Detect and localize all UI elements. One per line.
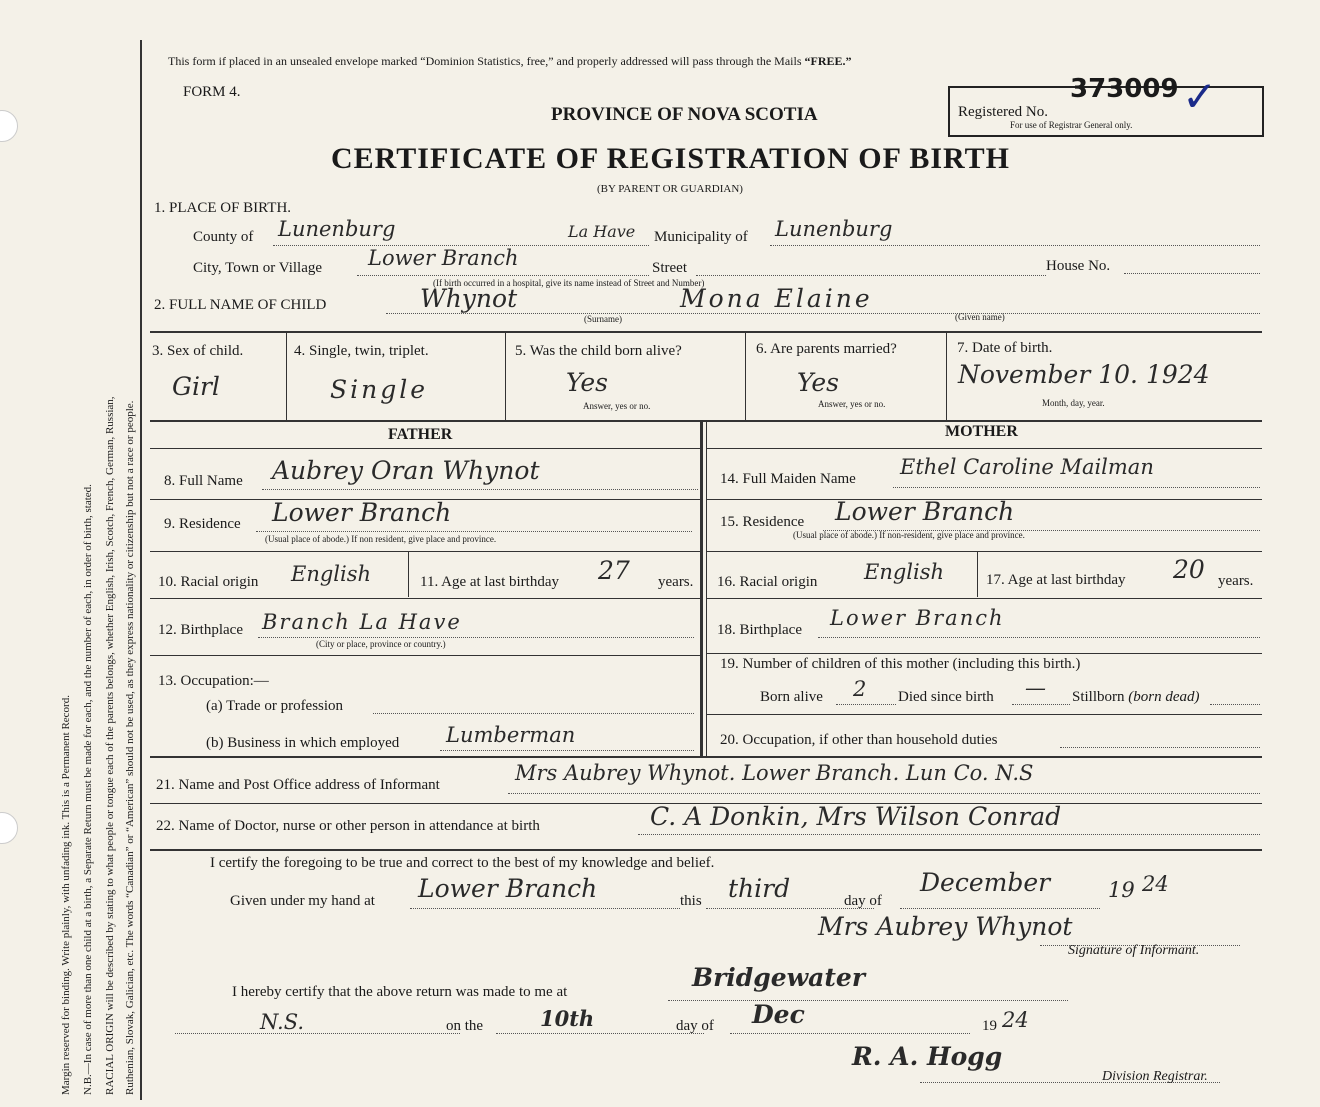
house-label: House No. <box>1046 258 1111 274</box>
mother-occ-label: 20. Occupation, if other than household duties <box>720 732 998 748</box>
province-heading: PROVINCE OF NOVA SCOTIA <box>551 104 818 125</box>
given-place-value: Lower Branch <box>418 874 598 903</box>
father-trade-label: (a) Trade or profession <box>206 698 344 714</box>
died-since-birth-label: Died since birth <box>898 689 994 705</box>
page-title: CERTIFICATE OF REGISTRATION OF BIRTH <box>331 142 1010 175</box>
mother-res-note: (Usual place of abode.) If non-resident, give place and province. <box>793 530 1025 540</box>
registrar-province-value: N.S. <box>260 1010 305 1034</box>
grid-col-rule-3 <box>745 331 746 420</box>
attendant-label: 22. Name of Doctor, nurse or other person in attendance at birth <box>156 818 540 834</box>
stillborn-note: (born dead) <box>1128 689 1200 705</box>
certify-text: I certify the foregoing to be true and correct to the best of my knowledge and belief. <box>210 855 715 871</box>
registrar-day-value: 10th <box>540 1006 595 1031</box>
grid-col-rule-2 <box>505 331 506 420</box>
given-under-hand-label: Given under my hand at <box>230 893 375 909</box>
father-race-divider <box>408 552 409 597</box>
father-name-underline <box>262 489 698 490</box>
given-note: (Given name) <box>955 312 1005 322</box>
given-place-underline <box>410 908 680 909</box>
father-bp-note: (City or place, province or country.) <box>316 639 446 649</box>
married-note: Answer, yes or no. <box>818 399 886 409</box>
registrar-day-underline <box>496 1033 704 1034</box>
father-res-underline <box>256 531 692 532</box>
father-bp-underline <box>258 637 694 638</box>
street-label: Street <box>652 260 687 276</box>
mother-name-underline <box>893 487 1260 488</box>
registrar-year-value: 24 <box>1002 1008 1029 1032</box>
born-alive-label: 5. Was the child born alive? <box>515 343 682 359</box>
registrar-month-value: Dec <box>752 1000 805 1029</box>
mother-row-rule-6 <box>707 714 1262 715</box>
dob-label: 7. Date of birth. <box>957 340 1053 356</box>
registrar-place-value: Bridgewater <box>692 963 866 992</box>
father-trade-underline <box>373 713 694 714</box>
mother-bp-label: 18. Birthplace <box>717 622 802 638</box>
father-heading: FATHER <box>388 426 453 443</box>
top-notice-free: “FREE.” <box>804 54 852 68</box>
registered-note: For use of Registrar General only. <box>1010 120 1133 130</box>
parents-bottom-rule <box>150 756 1262 758</box>
form-number: FORM 4. <box>183 84 241 100</box>
signature-label: Signature of Informant. <box>1068 943 1200 958</box>
father-res-value: Lower Branch <box>272 498 452 527</box>
child-surname-value: Whynot <box>420 284 518 313</box>
married-value: Yes <box>797 368 839 397</box>
born-alive-count-underline <box>836 704 896 705</box>
registered-label: Registered No. <box>958 104 1048 120</box>
father-res-label: 9. Residence <box>164 516 241 532</box>
mother-bp-underline <box>818 637 1260 638</box>
mother-row-rule-5 <box>707 653 1262 654</box>
informant-label: 21. Name and Post Office address of Informant <box>156 777 440 793</box>
dob-value: November 10. 1924 <box>958 360 1210 389</box>
father-name-value: Aubrey Oran Whynot <box>272 456 540 485</box>
attendant-rule <box>150 849 1262 851</box>
margin-text-2: N.B.—In case of more than one child at a birth, a Separate Return must be made for each, and the number of each, in order of birth, stated. <box>82 484 94 1095</box>
mother-row-rule-1 <box>707 448 1262 449</box>
stillborn-label <box>1072 689 1200 706</box>
father-business-underline <box>440 750 694 751</box>
margin-text-3: RACIAL ORIGIN will be described by stating to what people or tongue each of the parents belongs, whether English, Irish, Scotch, French, German, Russian, <box>104 396 116 1095</box>
father-row-rule-5 <box>150 655 700 656</box>
father-row-rule-4 <box>150 598 700 599</box>
dob-note: Month, day, year. <box>1042 398 1105 408</box>
registrar-signature: R. A. Hogg <box>852 1042 1003 1071</box>
center-divider <box>700 420 703 756</box>
on-the-label: on the <box>446 1018 484 1034</box>
father-race-value: English <box>291 562 372 586</box>
mother-age-value: 20 <box>1173 555 1205 584</box>
born-alive-count-label: Born alive <box>760 689 823 705</box>
municipality-label: Municipality of <box>654 229 748 245</box>
street-underline <box>696 275 1046 276</box>
mother-row-rule-3 <box>707 551 1262 552</box>
informant-value: Mrs Aubrey Whynot. Lower Branch. Lun Co. N.S <box>515 761 1034 785</box>
municipality-value: Lunenburg <box>775 217 893 241</box>
mother-name-value: Ethel Caroline Mailman <box>900 455 1154 479</box>
month-underline <box>900 908 1100 909</box>
child-given-value: Mona Elaine <box>680 284 873 313</box>
place-of-birth-label: 1. PLACE OF BIRTH. <box>154 200 292 216</box>
father-race-label: 10. Racial origin <box>158 574 259 590</box>
mother-bp-value: Lower Branch <box>830 606 1005 630</box>
stillborn-text: Stillborn <box>1072 689 1125 705</box>
surname-note: (Surname) <box>584 314 622 324</box>
married-label: 6. Are parents married? <box>756 341 897 357</box>
plurality-label: 4. Single, twin, triplet. <box>294 343 429 359</box>
mother-years-label: years. <box>1218 573 1254 589</box>
registered-number: 373009 <box>1070 74 1179 104</box>
father-occ-label: 13. Occupation:— <box>158 673 269 689</box>
hospital-note: (If birth occurred in a hospital, give its name instead of Street and Number) <box>433 278 705 288</box>
month-value: December <box>920 868 1051 897</box>
day-value: third <box>728 874 791 903</box>
top-notice <box>168 54 852 69</box>
municipality-underline <box>770 245 1260 246</box>
informant-signature: Mrs Aubrey Whynot <box>818 912 1073 941</box>
margin-text-4: Ruthenian, Slovak, Galician, etc. The words “Canadian” or “American” should not be used, as they express nationality or citizenship but not a race or people. <box>124 400 136 1095</box>
child-name-label: 2. FULL NAME OF CHILD <box>154 297 327 313</box>
mother-res-label: 15. Residence <box>720 514 805 530</box>
died-since-birth-value: — <box>1025 676 1046 700</box>
stillborn-underline <box>1210 704 1260 705</box>
center-divider-2 <box>706 420 707 756</box>
registrar-certify-label: I hereby certify that the above return was made to me at <box>232 984 568 1000</box>
this-label: this <box>680 893 702 909</box>
registrar-label: Division Registrar. <box>1102 1069 1208 1084</box>
grid-col-rule-1 <box>286 331 287 420</box>
mother-name-label: 14. Full Maiden Name <box>720 471 856 487</box>
father-business-value: Lumberman <box>446 723 576 747</box>
punch-hole-top <box>0 110 18 142</box>
informant-underline <box>508 793 1260 794</box>
registrar-province-underline <box>175 1033 460 1034</box>
city-underline <box>357 275 649 276</box>
father-business-label: (b) Business in which employed <box>206 735 400 751</box>
mother-age-label: 17. Age at last birthday <box>986 572 1126 588</box>
margin-border <box>140 40 142 1100</box>
mother-row-rule-4 <box>707 598 1262 599</box>
plurality-value: Single <box>330 375 429 404</box>
child-name-underline <box>386 313 1260 314</box>
house-underline <box>1124 273 1260 274</box>
attendant-value: C. A Donkin, Mrs Wilson Conrad <box>650 802 1062 831</box>
father-row-rule-1 <box>150 448 700 449</box>
attendant-underline <box>638 834 1260 835</box>
margin-text-1: Margin reserved for binding. Write plainly, with unfading ink. This is a Permanent Record. <box>60 695 72 1095</box>
father-name-label: 8. Full Name <box>164 473 243 489</box>
father-bp-value: Branch La Have <box>262 610 462 634</box>
mother-race-label: 16. Racial origin <box>717 574 818 590</box>
registrar-year-prefix: 19 <box>982 1018 997 1034</box>
day-of-label: day of <box>844 893 882 909</box>
city-value: Lower Branch <box>368 246 519 270</box>
grid-col-rule-4 <box>946 331 947 420</box>
county-label: County of <box>193 229 254 245</box>
father-age-label: 11. Age at last birthday <box>420 574 559 590</box>
county-value: Lunenburg <box>278 217 396 241</box>
mother-race-divider <box>977 552 978 597</box>
grid-top-rule <box>150 331 1262 333</box>
died-underline <box>1012 704 1070 705</box>
father-years-label: years. <box>658 574 694 590</box>
mother-occ-underline <box>1060 747 1260 748</box>
mother-heading: MOTHER <box>945 423 1018 440</box>
born-alive-value: Yes <box>566 368 608 397</box>
registrar-day-of-label: day of <box>676 1018 714 1034</box>
punch-hole-bottom <box>0 812 18 844</box>
mother-race-value: English <box>864 560 945 584</box>
mother-children-label: 19. Number of children of this mother (including this birth.) <box>720 656 1081 672</box>
father-res-note: (Usual place of abode.) If non resident, give place and province. <box>265 534 497 544</box>
year-prefix: 19 <box>1108 878 1135 902</box>
check-mark-icon: ✓ <box>1182 75 1218 121</box>
sex-label: 3. Sex of child. <box>152 343 244 359</box>
registrar-month-underline <box>730 1033 970 1034</box>
sex-value: Girl <box>172 372 220 401</box>
city-label: City, Town or Village <box>193 260 323 276</box>
county-extra-value: La Have <box>568 222 636 241</box>
year-value: 24 <box>1142 872 1169 896</box>
father-age-value: 27 <box>598 556 630 585</box>
father-bp-label: 12. Birthplace <box>158 622 243 638</box>
page-subtitle: (BY PARENT OR GUARDIAN) <box>597 183 743 195</box>
born-alive-note: Answer, yes or no. <box>583 401 651 411</box>
born-alive-count-value: 2 <box>853 677 867 701</box>
father-row-rule-3 <box>150 551 700 552</box>
top-notice-text: This form if placed in an unsealed envelope marked “Dominion Statistics, free,” and properly addressed will pass through the Mails <box>168 54 802 68</box>
registrar-place-underline <box>668 1000 1068 1001</box>
mother-res-value: Lower Branch <box>835 497 1015 526</box>
